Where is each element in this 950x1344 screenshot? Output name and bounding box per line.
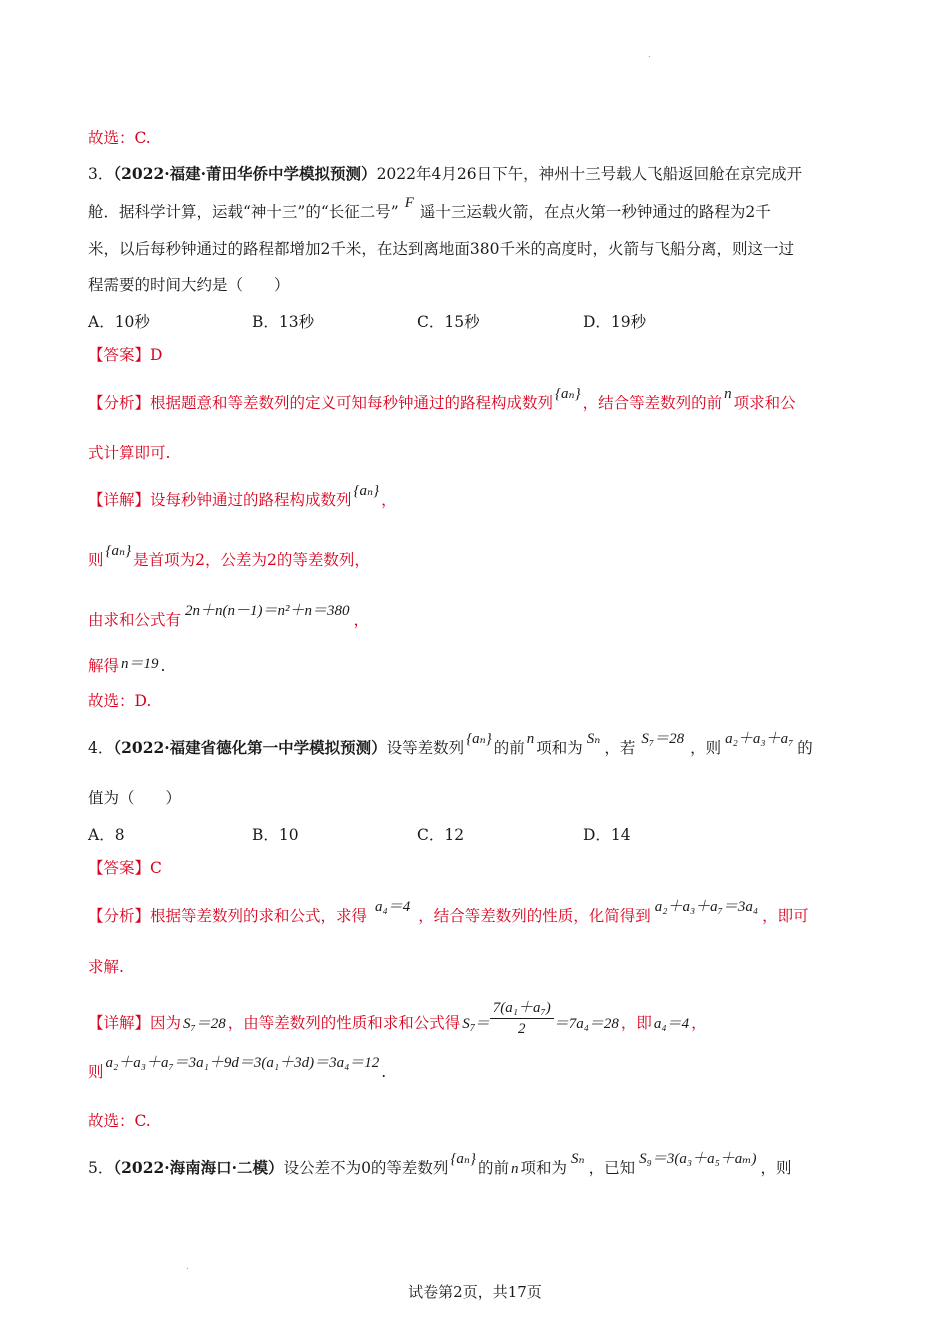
q4-text-a: 设等差数列 bbox=[386, 739, 465, 757]
speck-top: . bbox=[648, 50, 651, 59]
q3-answer: 【答案】D bbox=[88, 346, 163, 364]
q3-analysis-line2: 式计算即可. bbox=[88, 444, 171, 462]
q4-detail-b: ，由等差数列的性质和求和公式得 bbox=[227, 1013, 461, 1032]
fraction-denominator: 2 bbox=[517, 1021, 526, 1037]
math-an: {aₙ} bbox=[555, 386, 581, 402]
q3-analysis-line1 bbox=[88, 386, 796, 414]
math-sum-3a4: a₂＋a₃＋a₇＝3a₄ bbox=[654, 899, 759, 915]
q3-detail-line3 bbox=[88, 603, 370, 631]
q3-analysis-c: 项求和公 bbox=[733, 394, 796, 412]
math-F: F bbox=[404, 195, 414, 211]
q3-line3: 米，以后每秒钟通过的路程都增加2千米，在达到离地面380千米的高度时，火箭与飞船分离，则这一过 bbox=[88, 240, 794, 258]
q3-text1: 2022年4月26日下午，神州十三号载人飞船返回舱在京完成开 bbox=[376, 165, 803, 183]
math-an-5: {aₙ} bbox=[450, 1151, 477, 1167]
q4-text-c: 项和为 bbox=[536, 739, 583, 757]
q4-analysis-c: ，即可 bbox=[762, 907, 809, 925]
q3-option-c: C．15秒 bbox=[417, 313, 480, 331]
q3-detail-line1 bbox=[88, 483, 397, 511]
q3-d4-b: . bbox=[160, 657, 166, 675]
math-a4-4-b: a₄＝4 bbox=[653, 1015, 690, 1032]
math-fraction bbox=[490, 998, 554, 1039]
math-an-4: {aₙ} bbox=[466, 731, 492, 747]
prev-answer: 故选：C. bbox=[88, 129, 151, 147]
q4-detail-line2 bbox=[88, 1055, 387, 1083]
q3-line4: 程需要的时间大约是（ ） bbox=[88, 276, 290, 294]
q3-detail-line2 bbox=[88, 543, 370, 571]
q4-line1 bbox=[88, 731, 813, 759]
math-a4-4: a₄＝4 bbox=[375, 899, 411, 915]
q4-option-b: B．10 bbox=[252, 826, 299, 844]
q3-text2a: 舱．据科学计算，运载“神十三”的“长征二号” bbox=[88, 203, 399, 221]
q4-line2: 值为（ ） bbox=[88, 789, 182, 807]
q3-source: （2022·福建·莆田华侨中学模拟预测） bbox=[113, 164, 377, 183]
q3-line1 bbox=[88, 164, 802, 184]
q5-text-a: 设公差不为0的等差数列 bbox=[283, 1159, 449, 1177]
math-s7-28: S₇＝28 bbox=[641, 731, 685, 747]
q4-answer: 【答案】C bbox=[88, 859, 162, 877]
q3-analysis-b: ，结合等差数列的前 bbox=[582, 394, 723, 412]
q3-final: 故选：D. bbox=[88, 692, 152, 710]
q4-detail-d: ， bbox=[691, 1013, 707, 1032]
q3-d4-a: 解得 bbox=[88, 657, 120, 675]
q4-analysis-a: 【分析】根据等差数列的求和公式，求得 bbox=[88, 907, 368, 925]
q5-text-c: 项和为 bbox=[520, 1159, 568, 1177]
q5-line1 bbox=[88, 1151, 792, 1179]
math-n-3: n bbox=[511, 1161, 519, 1177]
page-footer: 试卷第2页，共17页 bbox=[408, 1283, 542, 1301]
q4-detail-c: ，即 bbox=[620, 1013, 652, 1032]
q4-analysis-line2: 求解. bbox=[88, 958, 124, 976]
speck-bottom: . bbox=[186, 1262, 189, 1271]
q4-text-d: ，若 bbox=[604, 739, 636, 757]
math-s7-prefix: $S_7=$ bbox=[462, 1015, 490, 1034]
q4-source: （2022·福建省德化第一中学模拟预测） bbox=[113, 738, 387, 757]
math-an-3: {aₙ} bbox=[105, 543, 132, 559]
q4-analysis-line1 bbox=[88, 899, 809, 927]
q3-text2b: 遥十三运载火箭，在点火第一秒钟通过的路程为2千 bbox=[419, 203, 771, 221]
math-s7-28-b: S₇＝28 bbox=[183, 1015, 226, 1032]
math-n-19: n＝19 bbox=[121, 656, 159, 672]
fraction-numerator: 7(a₁＋a₇) bbox=[490, 998, 554, 1019]
q3-d3-a: 由求和公式有 bbox=[88, 611, 182, 629]
q3-option-b: B．13秒 bbox=[252, 313, 315, 331]
q3-detail-line4 bbox=[88, 656, 165, 677]
q4-number: 4． bbox=[88, 739, 114, 757]
math-long-formula: a₂＋a₃＋a₇＝3a₁＋9d＝3(a₁＋3d)＝3a₄＝12 bbox=[105, 1055, 380, 1071]
math-sum-a2a3a7: a₂＋a₃＋a₇ bbox=[725, 731, 794, 747]
q5-source: （2022·海南海口·二模） bbox=[113, 1158, 284, 1177]
q3-d3-b: ， bbox=[353, 611, 370, 629]
q4-analysis-b: ，结合等差数列的性质，化简得到 bbox=[418, 907, 651, 925]
q3-option-a: A．10秒 bbox=[88, 313, 150, 331]
q4-option-c: C．12 bbox=[417, 826, 465, 844]
q3-option-d: D．19秒 bbox=[583, 313, 647, 331]
q3-d2-b: 是首项为2，公差为2的等差数列， bbox=[133, 551, 370, 569]
q4-d2-a: 则 bbox=[88, 1063, 104, 1081]
q3-detail-a: 【详解】设每秒钟通过的路程构成数列 bbox=[88, 491, 352, 509]
math-s7-formula bbox=[462, 1000, 619, 1037]
q5-text-d: ，已知 bbox=[588, 1159, 636, 1177]
q5-text-e: ，则 bbox=[760, 1159, 792, 1177]
math-Sn: Sₙ bbox=[586, 731, 601, 747]
math-s7-rest: ＝7a₄＝28 bbox=[553, 1015, 619, 1032]
q4-d2-b: . bbox=[381, 1063, 387, 1081]
q3-d2-a: 则 bbox=[88, 551, 104, 569]
q4-text-f: 的 bbox=[797, 739, 813, 757]
q4-detail-line1 bbox=[88, 1000, 707, 1045]
q3-line2 bbox=[88, 195, 771, 223]
q5-text-b: 的前 bbox=[478, 1159, 510, 1177]
q4-option-d: D．14 bbox=[583, 826, 631, 844]
q4-text-b: 的前 bbox=[493, 739, 525, 757]
q5-number: 5． bbox=[88, 1159, 114, 1177]
q3-analysis-a: 【分析】根据题意和等差数列的定义可知每秒钟通过的路程构成数列 bbox=[88, 394, 554, 412]
math-an-2: {aₙ} bbox=[353, 483, 380, 499]
math-s9-formula: S₉＝3(a₃＋a₅＋aₘ) bbox=[639, 1151, 757, 1167]
q4-option-a: A．8 bbox=[88, 826, 125, 844]
q3-number: 3． bbox=[88, 165, 114, 183]
q3-detail-b: ， bbox=[381, 491, 397, 509]
q4-detail-a: 【详解】因为 bbox=[88, 1013, 182, 1032]
math-Sn-2: Sₙ bbox=[571, 1151, 585, 1167]
q4-text-e: ，则 bbox=[690, 739, 722, 757]
q4-final: 故选：C. bbox=[88, 1112, 151, 1130]
math-n: n bbox=[724, 386, 732, 402]
math-n-2: n bbox=[526, 731, 535, 747]
math-sum-formula: 2n＋n(n－1)＝n²＋n＝380 bbox=[185, 603, 350, 619]
